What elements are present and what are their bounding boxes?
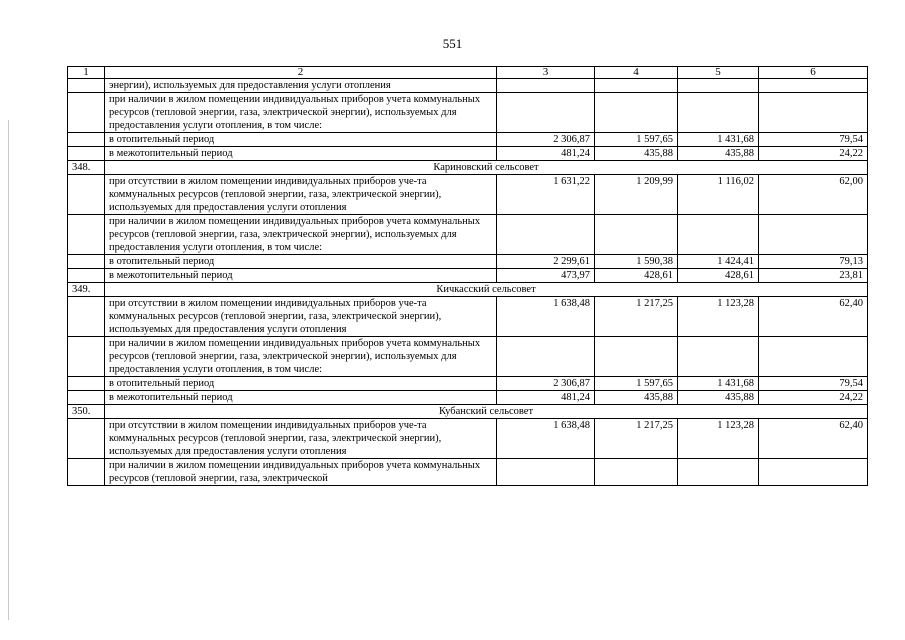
row-description: при отсутствии в жилом помещении индивидуальных приборов уче-та коммунальных ресурсов (тепловой энергии, газа, электрической энергии), используемых для предоставления услуги отопления bbox=[105, 297, 497, 337]
table-row bbox=[68, 255, 868, 269]
value-col-6: 79,13 bbox=[759, 255, 868, 269]
row-number bbox=[68, 215, 105, 255]
page-number: 551 bbox=[442, 36, 463, 51]
row-number bbox=[68, 79, 105, 93]
value-col-6 bbox=[759, 337, 868, 377]
column-header: 1 bbox=[68, 67, 105, 79]
value-col-5: 1 123,28 bbox=[678, 419, 759, 459]
value-col-3 bbox=[497, 215, 595, 255]
table-row bbox=[68, 215, 868, 255]
row-description: при отсутствии в жилом помещении индивидуальных приборов уче-та коммунальных ресурсов (тепловой энергии, газа, электрической энергии), используемых для предоставления услуги отопления bbox=[105, 419, 497, 459]
value-col-3 bbox=[497, 93, 595, 133]
value-col-3 bbox=[497, 79, 595, 93]
value-col-4: 435,88 bbox=[595, 147, 678, 161]
value-col-4 bbox=[595, 93, 678, 133]
value-col-5: 1 431,68 bbox=[678, 133, 759, 147]
table-row bbox=[68, 419, 868, 459]
value-col-6: 23,81 bbox=[759, 269, 868, 283]
value-col-3: 1 638,48 bbox=[497, 297, 595, 337]
table-row bbox=[68, 133, 868, 147]
column-header: 4 bbox=[595, 67, 678, 79]
row-number bbox=[68, 255, 105, 269]
value-col-4: 1 209,99 bbox=[595, 175, 678, 215]
table-row bbox=[68, 377, 868, 391]
value-col-3 bbox=[497, 459, 595, 486]
value-col-6: 62,40 bbox=[759, 297, 868, 337]
value-col-3 bbox=[497, 337, 595, 377]
table-row bbox=[68, 337, 868, 377]
value-col-3: 2 306,87 bbox=[497, 133, 595, 147]
table-row bbox=[68, 269, 868, 283]
value-col-6: 62,00 bbox=[759, 175, 868, 215]
row-number bbox=[68, 377, 105, 391]
row-description: в отопительный период bbox=[105, 255, 497, 269]
column-header: 3 bbox=[497, 67, 595, 79]
section-row bbox=[68, 283, 868, 297]
row-number bbox=[68, 391, 105, 405]
value-col-5: 1 123,28 bbox=[678, 297, 759, 337]
row-number: 350. bbox=[68, 405, 105, 419]
row-number bbox=[68, 175, 105, 215]
value-col-4: 1 597,65 bbox=[595, 133, 678, 147]
value-col-4 bbox=[595, 337, 678, 377]
column-header: 5 bbox=[678, 67, 759, 79]
value-col-5: 1 424,41 bbox=[678, 255, 759, 269]
row-description: в отопительный период bbox=[105, 133, 497, 147]
column-header: 2 bbox=[105, 67, 497, 79]
value-col-4: 1 217,25 bbox=[595, 419, 678, 459]
row-number bbox=[68, 459, 105, 486]
value-col-5: 1 116,02 bbox=[678, 175, 759, 215]
value-col-4 bbox=[595, 79, 678, 93]
value-col-6 bbox=[759, 93, 868, 133]
row-description: при отсутствии в жилом помещении индивидуальных приборов уче-та коммунальных ресурсов (тепловой энергии, газа, электрической энергии), используемых для предоставления услуги отопления bbox=[105, 175, 497, 215]
tariff-table bbox=[67, 66, 868, 486]
value-col-3: 2 299,61 bbox=[497, 255, 595, 269]
value-col-5: 428,61 bbox=[678, 269, 759, 283]
value-col-3: 481,24 bbox=[497, 391, 595, 405]
section-title: Кубанский сельсовет bbox=[105, 405, 868, 419]
value-col-5: 435,88 bbox=[678, 147, 759, 161]
value-col-3: 481,24 bbox=[497, 147, 595, 161]
row-number bbox=[68, 297, 105, 337]
row-description: в межотопительный период bbox=[105, 391, 497, 405]
value-col-4: 435,88 bbox=[595, 391, 678, 405]
value-col-4 bbox=[595, 459, 678, 486]
value-col-4: 1 590,38 bbox=[595, 255, 678, 269]
row-number: 348. bbox=[68, 161, 105, 175]
row-description: при наличии в жилом помещении индивидуальных приборов учета коммунальных ресурсов (тепловой энергии, газа, электрической bbox=[105, 459, 497, 486]
value-col-5 bbox=[678, 337, 759, 377]
page-edge bbox=[8, 120, 9, 620]
row-description: при наличии в жилом помещении индивидуальных приборов учета коммунальных ресурсов (тепловой энергии, газа, электрической энергии), используемых для предоставления услуги отопления, в том числе: bbox=[105, 215, 497, 255]
value-col-5 bbox=[678, 93, 759, 133]
row-description: в отопительный период bbox=[105, 377, 497, 391]
value-col-5 bbox=[678, 215, 759, 255]
row-number: 349. bbox=[68, 283, 105, 297]
table-row bbox=[68, 175, 868, 215]
header-row bbox=[68, 67, 868, 79]
table-row bbox=[68, 79, 868, 93]
value-col-5: 1 431,68 bbox=[678, 377, 759, 391]
value-col-3: 1 638,48 bbox=[497, 419, 595, 459]
row-number bbox=[68, 133, 105, 147]
value-col-4: 428,61 bbox=[595, 269, 678, 283]
section-row bbox=[68, 405, 868, 419]
value-col-5: 435,88 bbox=[678, 391, 759, 405]
value-col-6 bbox=[759, 79, 868, 93]
row-number bbox=[68, 337, 105, 377]
table-row bbox=[68, 297, 868, 337]
column-header: 6 bbox=[759, 67, 868, 79]
row-number bbox=[68, 147, 105, 161]
value-col-6: 24,22 bbox=[759, 391, 868, 405]
value-col-6 bbox=[759, 459, 868, 486]
value-col-6: 79,54 bbox=[759, 377, 868, 391]
row-description: при наличии в жилом помещении индивидуальных приборов учета коммунальных ресурсов (тепловой энергии, газа, электрической энергии), используемых для предоставления услуги отопления, в том числе: bbox=[105, 337, 497, 377]
section-title: Кичкасский сельсовет bbox=[105, 283, 868, 297]
row-number bbox=[68, 269, 105, 283]
table-row bbox=[68, 391, 868, 405]
value-col-5 bbox=[678, 459, 759, 486]
value-col-3: 473,97 bbox=[497, 269, 595, 283]
section-row bbox=[68, 161, 868, 175]
value-col-6: 79,54 bbox=[759, 133, 868, 147]
value-col-4: 1 217,25 bbox=[595, 297, 678, 337]
value-col-3: 1 631,22 bbox=[497, 175, 595, 215]
section-title: Кариновский сельсовет bbox=[105, 161, 868, 175]
value-col-5 bbox=[678, 79, 759, 93]
row-number bbox=[68, 419, 105, 459]
row-number bbox=[68, 93, 105, 133]
row-description: при наличии в жилом помещении индивидуальных приборов учета коммунальных ресурсов (тепловой энергии, газа, электрической энергии), используемых для предоставления услуги отопления, в том числе: bbox=[105, 93, 497, 133]
row-description: в межотопительный период bbox=[105, 269, 497, 283]
value-col-4: 1 597,65 bbox=[595, 377, 678, 391]
value-col-6: 24,22 bbox=[759, 147, 868, 161]
value-col-3: 2 306,87 bbox=[497, 377, 595, 391]
row-description: в межотопительный период bbox=[105, 147, 497, 161]
table-row bbox=[68, 93, 868, 133]
row-description: энергии), используемых для предоставления услуги отопления bbox=[105, 79, 497, 93]
value-col-6: 62,40 bbox=[759, 419, 868, 459]
value-col-6 bbox=[759, 215, 868, 255]
value-col-4 bbox=[595, 215, 678, 255]
table-row bbox=[68, 147, 868, 161]
table-row bbox=[68, 459, 868, 486]
